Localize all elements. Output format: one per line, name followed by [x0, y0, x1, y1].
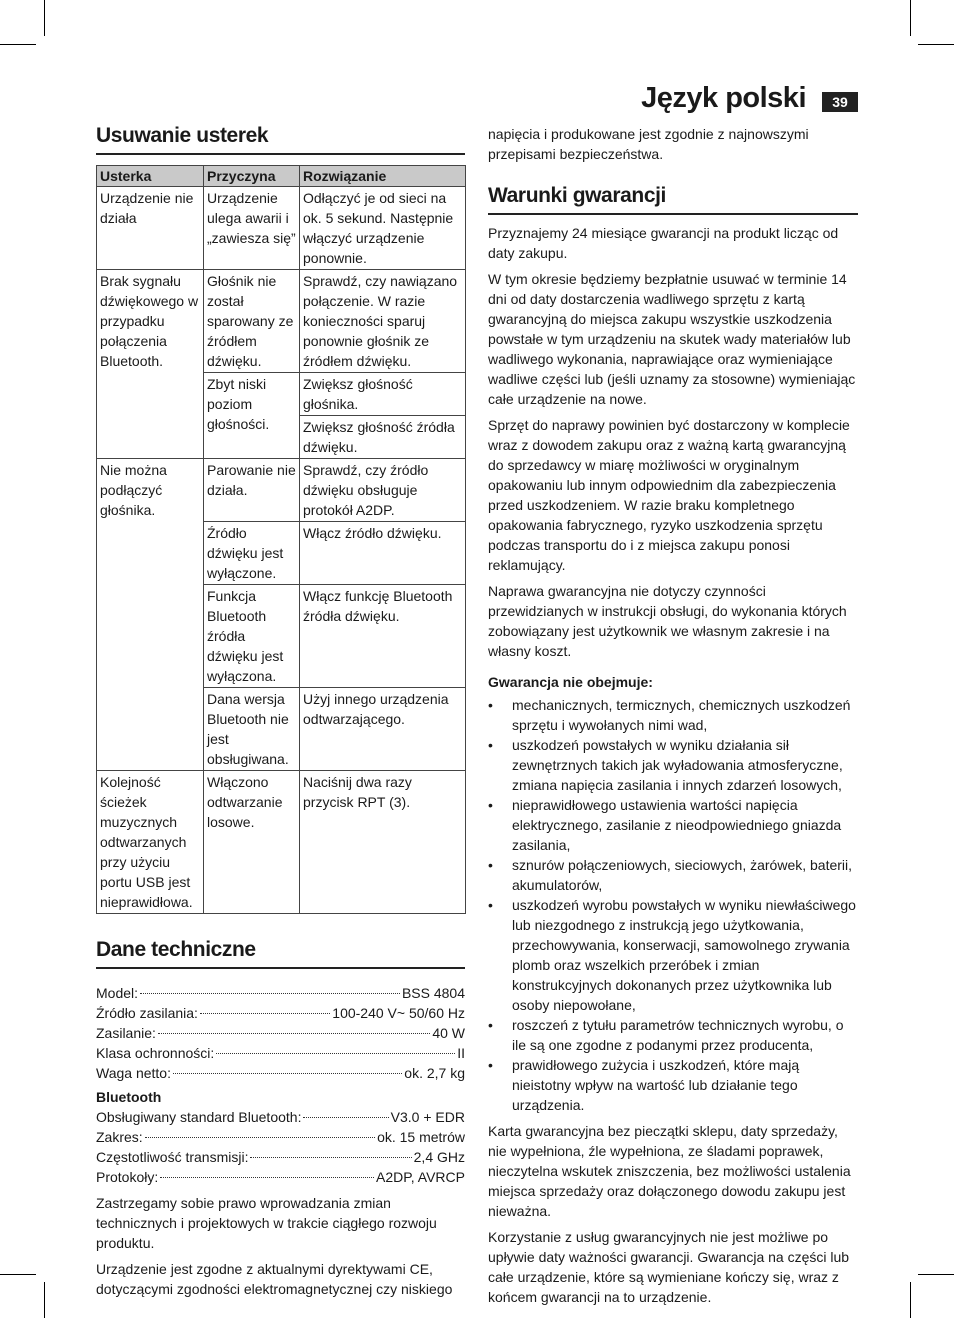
spec-row — [96, 1167, 465, 1187]
dot-leader — [303, 1117, 388, 1118]
cause-cell: Głośnik nie został sparowany ze źródłem dźwięku. — [204, 270, 300, 373]
dot-leader — [216, 1053, 455, 1054]
cause-cell: Źródło dźwięku jest wyłączone. — [204, 522, 300, 585]
cause-cell: Dana wersja Bluetooth nie jest obsługiwana. — [204, 688, 300, 771]
exclusions-heading: Gwarancja nie obejmuje: — [488, 674, 653, 690]
column-header: Przyczyna — [204, 166, 300, 187]
spec-value: A2DP, AVRCP — [376, 1169, 465, 1185]
left-column — [96, 124, 465, 1299]
spec-label: Model: — [96, 985, 139, 1001]
problem-cell: Kolejność ścieżek muzycznych odtwarzanych przy użyciu portu USB jest nieprawidłowa. — [97, 771, 204, 914]
problem-cell: Urządzenie nie działa — [97, 187, 204, 270]
spec-value: 100-240 V~ 50/60 Hz — [332, 1005, 465, 1021]
spec-row — [96, 1127, 465, 1147]
spec-row — [96, 983, 465, 1003]
solution-cell: Sprawdź, czy nawiązano połączenie. W razie konieczności sparuj ponownie głośnik ze źródłem dźwięku. — [300, 270, 466, 373]
crop-mark — [44, 0, 45, 36]
page-number-badge: 39 — [822, 92, 858, 112]
spec-value: II — [457, 1045, 465, 1061]
exclusions-list — [488, 695, 858, 1115]
column-header: Usterka — [97, 166, 204, 187]
crop-mark — [44, 1282, 45, 1318]
paragraph: Sprzęt do naprawy powinien być dostarczony w komplecie wraz z dowodem zakupu oraz z ważną kartą gwarancyjną do sprzedawcy w miarę możliwości w oryginalnym opakowaniu lub innym odpowiednim dla zabezpieczenia przed uszkodzeniem. W razie braku kompletnego opakowania fabrycznego, ryzyko uszkodzenia sprzętu podczas transportu do i z miejsca zakupu ponosi reklamujący. — [488, 417, 850, 573]
paragraph: Karta gwarancyjna bez pieczątki sklepu, daty sprzedaży, nie wypełniona, źle wypełniona, ze śladami poprawek, nieczytelna wskutek zniszczenia, bez możliwości ustalenia miejsca sprzedaży oraz dołączonego dowodu zakupu jest nieważna. — [488, 1123, 851, 1219]
spec-row — [96, 1147, 465, 1167]
spec-list — [96, 983, 465, 1083]
dot-leader — [140, 993, 400, 994]
cause-cell: Zbyt niski poziom głośności. — [204, 373, 300, 459]
list-item: • sznurów połączeniowych, sieciowych, żarówek, baterii, akumulatorów, — [488, 855, 858, 895]
crop-mark — [910, 1282, 911, 1318]
crop-mark — [918, 44, 954, 45]
solution-cell: Naciśnij dwa razy przycisk RPT (3). — [300, 771, 466, 914]
paragraph: Naprawa gwarancyjna nie dotyczy czynności przewidzianych w instrukcji obsługi, do wykonania których zobowiązany jest użytkownik we własnym zakresie i na własny koszt. — [488, 583, 847, 659]
column-header: Rozwiązanie — [300, 166, 466, 187]
crop-mark — [910, 0, 911, 36]
spec-label: Źródło zasilania: — [96, 1005, 198, 1021]
list-item: • nieprawidłowego ustawienia wartości napięcia elektrycznego, zasilanie z nieodpowiedniego gniazda zasilania, — [488, 795, 858, 855]
dot-leader — [173, 1073, 402, 1074]
table-row — [97, 771, 466, 914]
crop-mark — [0, 44, 36, 45]
spec-label: Protokoły: — [96, 1169, 159, 1185]
list-item: • uszkodzeń powstałych w wyniku działania sił zewnętrznych takich jak wyładowania atmosferyczne, zmiana napięcia zasilania i innych zdarzeń losowych, — [488, 735, 858, 795]
bluetooth-spec-list — [96, 1107, 465, 1187]
list-item: • roszczeń z tytułu parametrów technicznych wyrobu, o ile są one zgodne z podanymi przez producenta, — [488, 1015, 858, 1055]
spec-value: ok. 2,7 kg — [404, 1065, 465, 1081]
spec-value: 40 W — [432, 1025, 465, 1041]
paragraph: Przyznajemy 24 miesiące gwarancji na produkt licząc od daty zakupu. — [488, 225, 839, 261]
paragraph: napięcia i produkowane jest zgodnie z najnowszymi przepisami bezpieczeństwa. — [488, 126, 809, 162]
spec-label: Waga netto: — [96, 1065, 171, 1081]
paragraph: Urządzenie jest zgodne z aktualnymi dyrektywami CE, dotyczącymi zgodności elektromagnetycznej czy niskiego — [96, 1261, 453, 1297]
troubleshooting-heading: Usuwanie usterek — [96, 124, 465, 155]
cause-cell: Funkcja Bluetooth źródła dźwięku jest wyłączona. — [204, 585, 300, 688]
cause-cell: Urządzenie ulega awarii i „zawiesza się” — [204, 187, 300, 270]
problem-cell: Nie można podłączyć głośnika. — [97, 459, 204, 771]
solution-cell: Zwiększ głośność źródła dźwięku. — [300, 416, 466, 459]
spec-value: V3.0 + EDR — [390, 1109, 465, 1125]
spec-label: Zakres: — [96, 1129, 143, 1145]
problem-cell: Brak sygnału dźwiękowego w przypadku połączenia Bluetooth. — [97, 270, 204, 459]
solution-cell: Włącz funkcję Bluetooth źródła dźwięku. — [300, 585, 466, 688]
spec-value: BSS 4804 — [401, 985, 465, 1001]
paragraph: W tym okresie będziemy bezpłatnie usuwać w terminie 14 dni od daty dostarczenia wadliwego sprzętu z kartą gwarancyjną do miejsca zakupu wszystkie uszkodzenia powstałe w tym urządzeniu na skutek wady materiałów lub wadliwego wykonania, naprawiające oraz wymieniające wadliwe części lub (jeśli uznamy za stosowne) wymieniając całe urządzenie na nowe. — [488, 271, 856, 407]
spec-label: Obsługiwany standard Bluetooth: — [96, 1109, 302, 1125]
spec-label: Częstotliwość transmisji: — [96, 1149, 249, 1165]
spec-row — [96, 1023, 465, 1043]
dot-leader — [160, 1177, 374, 1178]
solution-cell: Odłączyć je od sieci na ok. 5 sekund. Następnie włączyć urządzenie ponownie. — [300, 187, 466, 270]
spec-value: 2,4 GHz — [413, 1149, 465, 1165]
list-item: • uszkodzeń wyrobu powstałych w wyniku niewłaściwego lub niezgodnego z instrukcją jego użytkowania, przechowywania, konserwacji, samowolnego zrywania plomb oraz wszelkich przeróbek i zmian konstrukcyjnych dokonanych przez użytkownika lub osoby niepowołane, — [488, 895, 858, 1015]
paragraph: Korzystanie z usług gwarancyjnych nie jest możliwe po upływie daty ważności gwarancji. Gwarancja na części lub całe urządzenie, które są wymieniane kończy się, wraz z końcem gwarancji na to urządzenie. — [488, 1229, 850, 1305]
solution-cell: Zwiększ głośność głośnika. — [300, 373, 466, 416]
dot-leader — [158, 1033, 430, 1034]
crop-mark — [918, 1274, 954, 1275]
spec-value: ok. 15 metrów — [377, 1129, 465, 1145]
warranty-heading: Warunki gwarancji — [488, 184, 858, 215]
dot-leader — [200, 1013, 330, 1014]
spec-row — [96, 1063, 465, 1083]
language-title: Język polski — [641, 82, 806, 114]
cause-cell: Parowanie nie działa. — [204, 459, 300, 522]
list-item: • prawidłowego zużycia i uszkodzeń, które mają nieistotny wpływ na wartość lub działanie tego urządzenia. — [488, 1055, 858, 1115]
spec-row — [96, 1003, 465, 1023]
dot-leader — [250, 1157, 411, 1158]
table-row — [97, 459, 466, 522]
technical-data-heading: Dane techniczne — [96, 938, 465, 969]
spec-label: Klasa ochronności: — [96, 1045, 215, 1061]
dot-leader — [145, 1137, 375, 1138]
spec-row — [96, 1107, 465, 1127]
solution-cell: Włącz źródło dźwięku. — [300, 522, 466, 585]
spec-row — [96, 1043, 465, 1063]
crop-mark — [0, 1274, 36, 1275]
paragraph: Zastrzegamy sobie prawo wprowadzania zmian technicznych i projektowych w trakcie ciągłego rozwoju produktu. — [96, 1195, 437, 1251]
bluetooth-subheading: Bluetooth — [96, 1089, 162, 1105]
right-column — [488, 124, 858, 1307]
table-row — [97, 187, 466, 270]
list-item: • mechanicznych, termicznych, chemicznych uszkodzeń sprzętu i wywołanych nimi wad, — [488, 695, 858, 735]
troubleshooting-table — [96, 165, 466, 914]
solution-cell: Użyj innego urządzenia odtwarzającego. — [300, 688, 466, 771]
solution-cell: Sprawdź, czy źródło dźwięku obsługuje protokół A2DP. — [300, 459, 466, 522]
table-header-row — [97, 166, 466, 187]
page-header — [600, 82, 858, 122]
cause-cell: Włączono odtwarzanie losowe. — [204, 771, 300, 914]
table-row — [97, 270, 466, 373]
spec-label: Zasilanie: — [96, 1025, 156, 1041]
